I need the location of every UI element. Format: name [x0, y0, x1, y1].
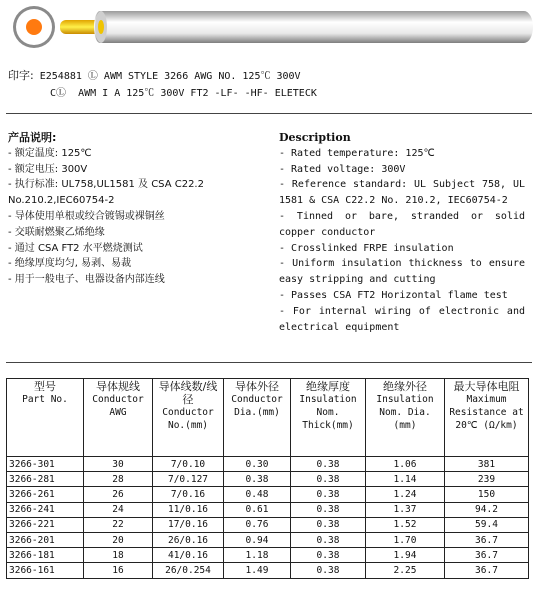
table-cell: 1.37 [366, 502, 445, 517]
table-cell: 1.94 [366, 548, 445, 563]
table-cell: 1.49 [224, 563, 291, 578]
table-cell: 28 [84, 472, 153, 487]
table-header-row [7, 379, 529, 457]
header-insulation-dia: 绝缘外径 Insulation Nom. Dia. (mm) [366, 379, 445, 457]
table-cell: 1.24 [366, 487, 445, 502]
table-cell: 0.38 [291, 517, 366, 532]
description-en-line: - Rated voltage: 300V [279, 163, 406, 175]
divider-top [6, 113, 532, 114]
description-zh-line: - 导体使用单根或绞合镀锡或裸铜丝 [8, 210, 165, 222]
description-en [279, 130, 525, 335]
cable-side-view-icon [60, 11, 533, 43]
table-cell: 24 [84, 502, 153, 517]
description-en-heading: Description [279, 131, 351, 144]
header-conductor-no: 导体线数/线径 Conductor No.(mm) [153, 379, 224, 457]
spec-table-body [7, 457, 529, 579]
table-cell: 381 [445, 457, 529, 472]
header-conductor-dia: 导体外径 Conductor Dia.(mm) [224, 379, 291, 457]
table-cell: 36.7 [445, 548, 529, 563]
table-cell: 59.4 [445, 517, 529, 532]
description-en-line: - Passes CSA FT2 Horizontal flame test [279, 289, 508, 301]
table-row [7, 502, 529, 517]
table-cell: 1.52 [366, 517, 445, 532]
table-cell-part-no: 3266-161 [7, 563, 84, 578]
table-cell: 0.38 [291, 472, 366, 487]
table-cell: 7/0.127 [153, 472, 224, 487]
table-cell: 11/0.16 [153, 502, 224, 517]
table-cell: 94.2 [445, 502, 529, 517]
table-cell: 0.94 [224, 532, 291, 547]
marking-line-2 [50, 84, 317, 99]
table-cell: 1.14 [366, 472, 445, 487]
description-en-line: - Tinned or bare, stranded or solid copper conductor [279, 210, 525, 238]
description-zh-line: - 用于一般电子、电器设备内部连线 [8, 274, 165, 286]
table-cell: 1.18 [224, 548, 291, 563]
table-cell: 0.38 [291, 548, 366, 563]
header-insulation-thick: 绝缘厚度 Insulation Nom. Thick(mm) [291, 379, 366, 457]
header-max-resistance: 最大导体电阻 Maximum Resistance at 20℃ (Ω/km) [445, 379, 529, 457]
table-cell: 18 [84, 548, 153, 563]
table-cell: 0.48 [224, 487, 291, 502]
divider-bottom [6, 362, 532, 363]
description-en-line: - Reference standard: UL Subject 758, UL 1581 & CSA C22.2 No. 210.2, IEC60754-2 [279, 179, 525, 207]
table-row [7, 487, 529, 502]
description-zh [8, 130, 266, 288]
description-zh-line: - 交联耐燃聚乙烯绝缘 [8, 226, 105, 238]
table-cell: 0.38 [291, 487, 366, 502]
table-row [7, 548, 529, 563]
table-cell-part-no: 3266-201 [7, 532, 84, 547]
cable-cross-section-icon [13, 6, 55, 48]
description-en-line: - For internal wiring of electronic and electrical equipment [279, 305, 525, 333]
table-row [7, 457, 529, 472]
table-cell: 7/0.10 [153, 457, 224, 472]
table-cell-part-no: 3266-301 [7, 457, 84, 472]
table-cell: 26/0.254 [153, 563, 224, 578]
table-row [7, 472, 529, 487]
table-cell-part-no: 3266-281 [7, 472, 84, 487]
csa-ul-mark-icon: CⓁ [50, 88, 67, 99]
description-en-line: - Crosslinked FRPE insulation [279, 242, 454, 254]
table-cell: 17/0.16 [153, 517, 224, 532]
table-cell: 36.7 [445, 532, 529, 547]
table-row [7, 563, 529, 578]
table-cell: 2.25 [366, 563, 445, 578]
table-cell: 30 [84, 457, 153, 472]
table-cell: 16 [84, 563, 153, 578]
spec-table [6, 378, 529, 579]
table-cell: 0.38 [291, 563, 366, 578]
table-cell: 0.76 [224, 517, 291, 532]
marking-text-2: AWM I A 125℃ 300V FT2 -LF- -HF- ELETECK [78, 88, 317, 99]
table-row [7, 532, 529, 547]
table-cell: 41/0.16 [153, 548, 224, 563]
table-cell: 0.30 [224, 457, 291, 472]
table-cell: 20 [84, 532, 153, 547]
table-cell: 1.70 [366, 532, 445, 547]
table-cell-part-no: 3266-221 [7, 517, 84, 532]
table-cell-part-no: 3266-181 [7, 548, 84, 563]
table-cell-part-no: 3266-261 [7, 487, 84, 502]
description-en-line: - Rated temperature: 125℃ [279, 147, 435, 159]
marking-line-1 [8, 67, 301, 83]
table-cell-part-no: 3266-241 [7, 502, 84, 517]
header-part-no: 型号 Part No. [7, 379, 84, 457]
table-cell: 0.38 [291, 502, 366, 517]
table-cell: 239 [445, 472, 529, 487]
description-zh-line: - 通过 CSA FT2 水平燃烧测试 [8, 242, 143, 254]
table-cell: 0.38 [224, 472, 291, 487]
marking-text-1: E254881 Ⓛ AWM STYLE 3266 AWG NO. 125℃ 300V [39, 71, 301, 82]
table-cell: 0.38 [291, 457, 366, 472]
table-cell: 26 [84, 487, 153, 502]
description-zh-line: - 额定电压: 300V [8, 163, 88, 175]
description-zh-line: - 执行标准: UL758,UL1581 及 CSA C22.2 No.210.2,IEC60754-2 [8, 179, 204, 207]
description-zh-heading: 产品说明: [8, 131, 57, 144]
table-cell: 26/0.16 [153, 532, 224, 547]
table-cell: 36.7 [445, 563, 529, 578]
table-cell: 0.38 [291, 532, 366, 547]
table-cell: 150 [445, 487, 529, 502]
cable-illustration [0, 0, 536, 52]
table-cell: 7/0.16 [153, 487, 224, 502]
description-zh-line: - 绝缘厚度均匀, 易剥、易裁 [8, 258, 132, 270]
table-cell: 22 [84, 517, 153, 532]
description-en-line: - Uniform insulation thickness to ensure easy stripping and cutting [279, 258, 525, 286]
table-cell: 1.06 [366, 457, 445, 472]
marking-label: 印字: [8, 69, 34, 82]
header-conductor-awg: 导体规线 Conductor AWG [84, 379, 153, 457]
description-zh-line: - 额定温度: 125℃ [8, 147, 92, 159]
table-cell: 0.61 [224, 502, 291, 517]
table-row [7, 517, 529, 532]
